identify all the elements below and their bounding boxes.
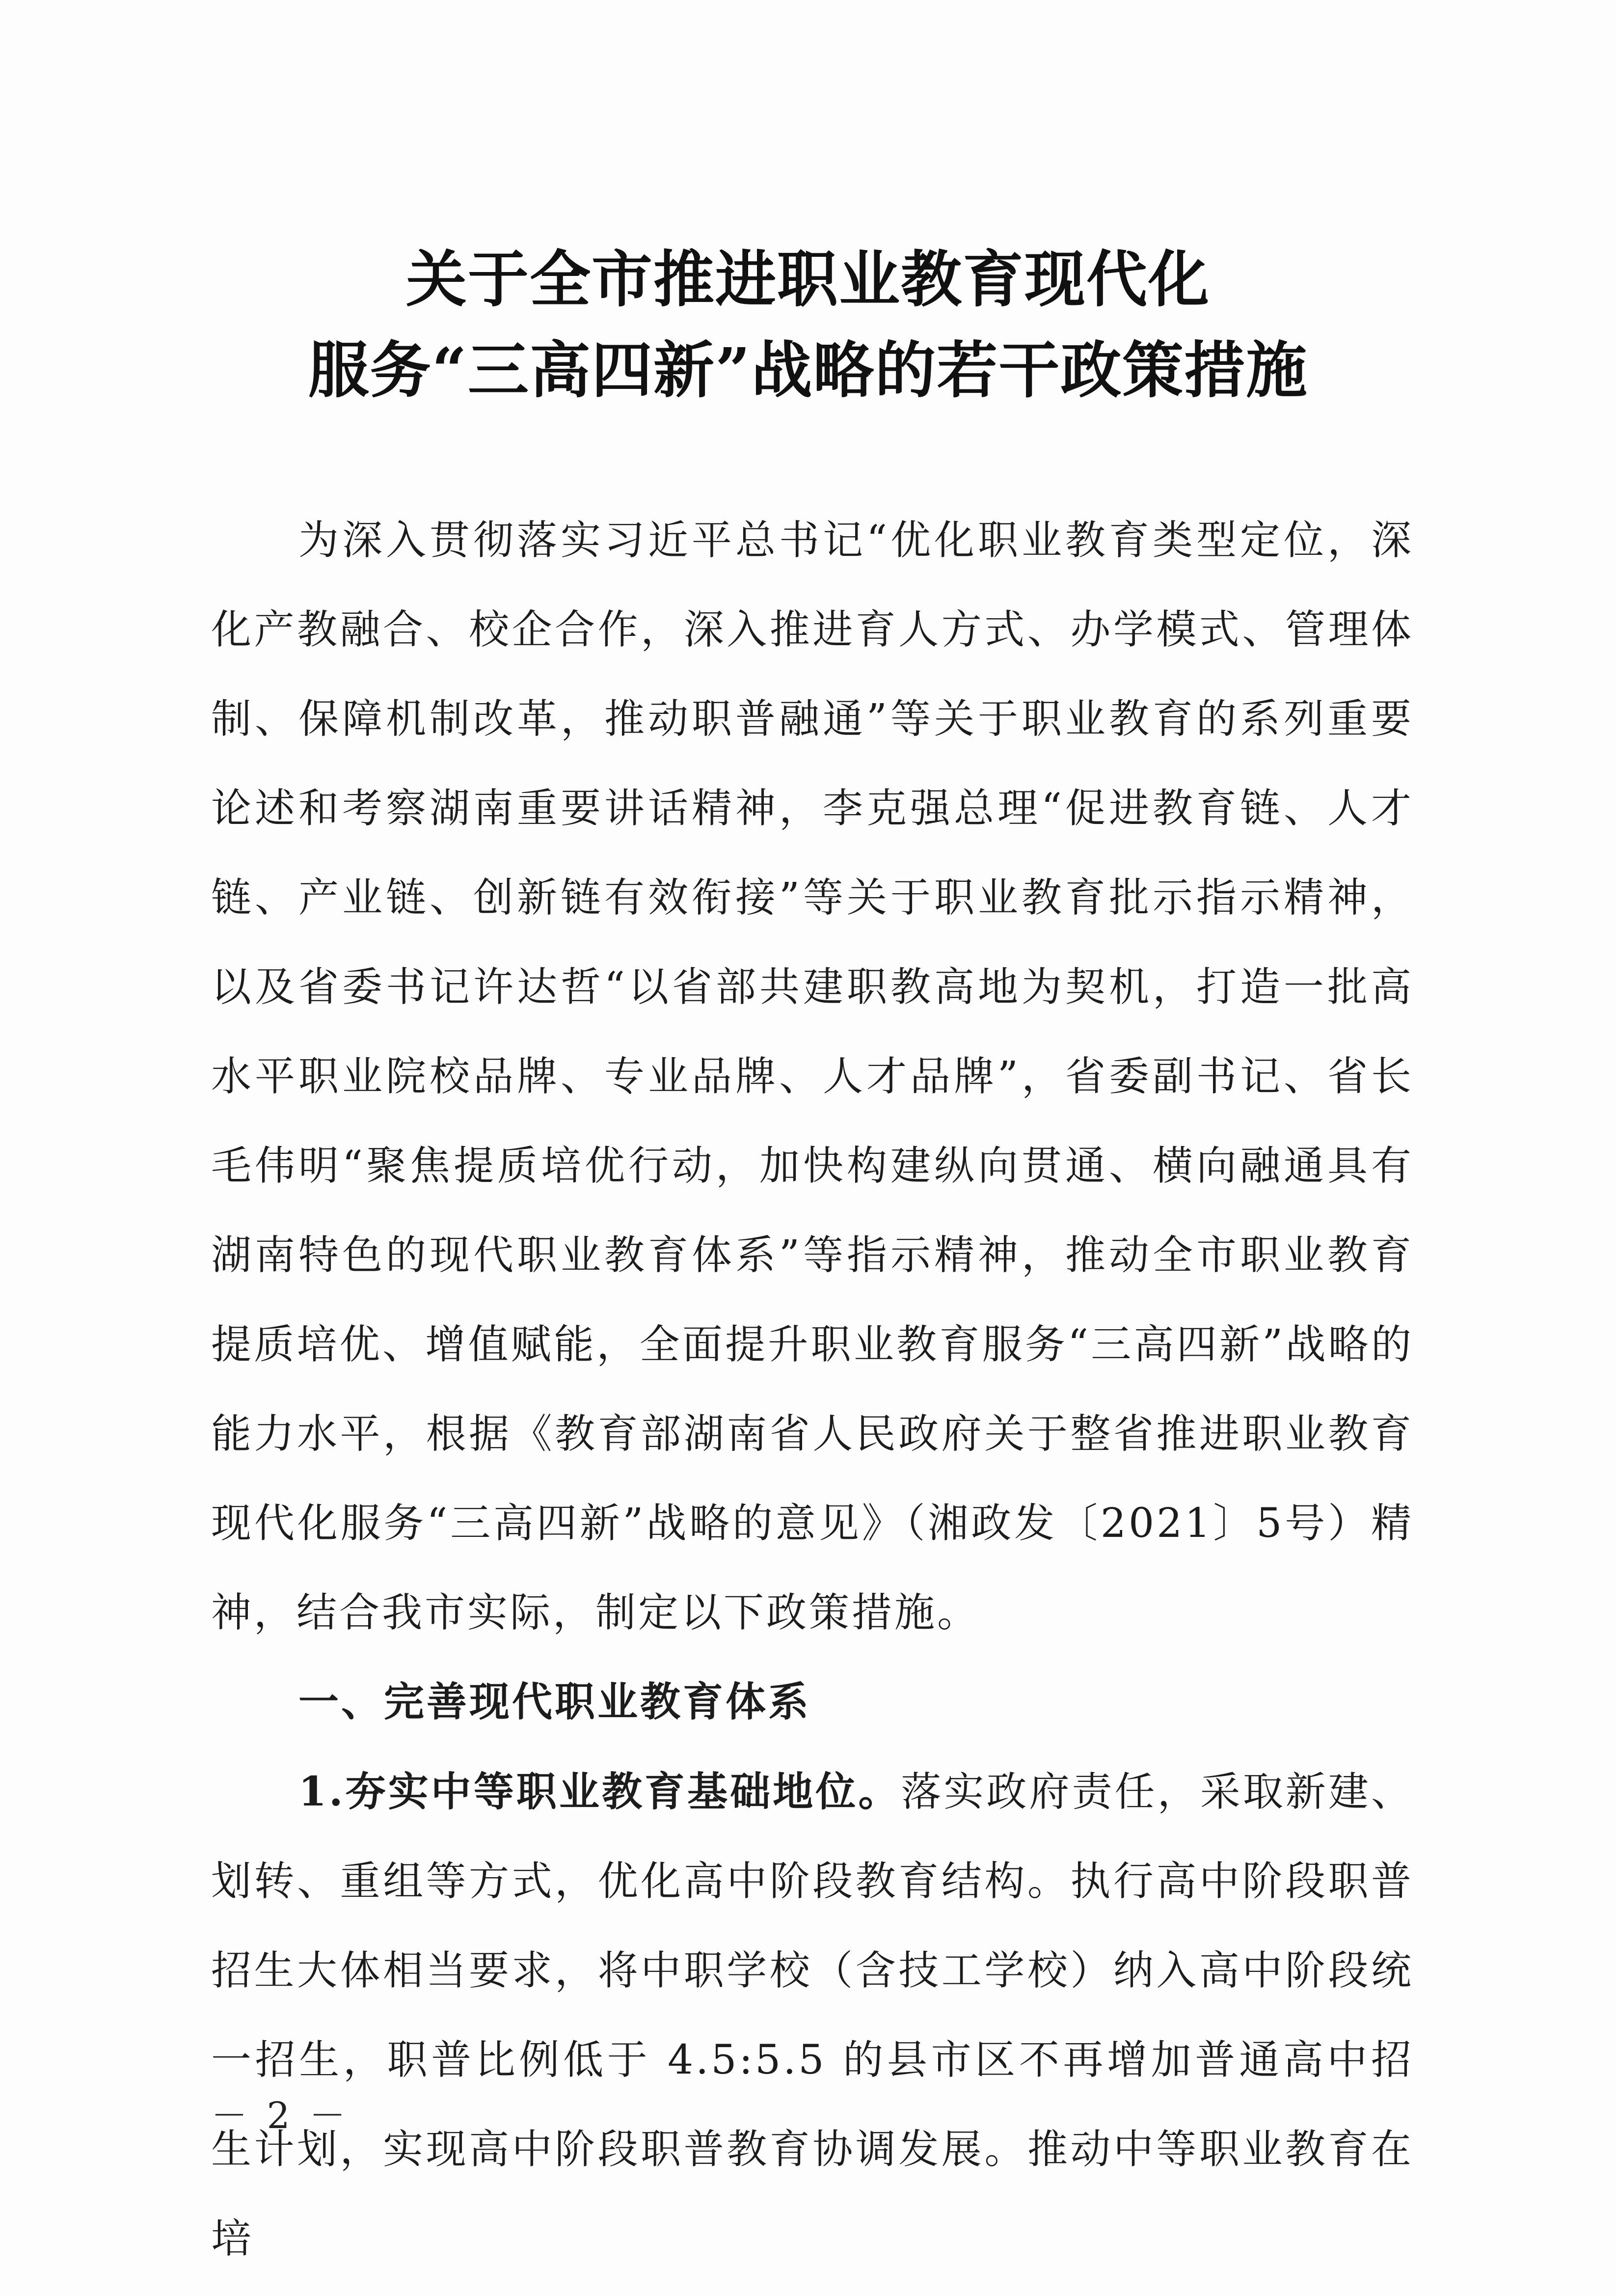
page-number: － 2 － [211,2095,350,2137]
document-body [211,496,1414,2284]
intro-paragraph: 为深入贯彻落实习近平总书记“优化职业教育类型定位，深化产教融合、校企合作，深入推进育人方式、办学模式、管理体制、保障机制改革，推动职普融通”等关于职业教育的系列重要论述和考察湖南重要讲话精神，李克强总理“促进教育链、人才链、产业链、创新链有效衔接”等关于职业教育批示指示精神，以及省委书记许达哲“以省部共建职教高地为契机，打造一批高水平职业院校品牌、专业品牌、人才品牌”，省委副书记、省长毛伟明“聚焦提质培优行动，加快构建纵向贯通、横向融通具有湖南特色的现代职业教育体系”等指示精神，推动全市职业教育提质培优、增值赋能，全面提升职业教育服务“三高四新”战略的能力水平，根据《教育部湖南省人民政府关于整省推进职业教育现代化服务“三高四新”战略的意见》（湘政发〔2021〕5号）精神，结合我市实际，制定以下政策措施。 [211,517,1414,1636]
item-1-paragraph [211,1747,1414,2284]
document-title-line-2: 服务“三高四新”战略的若干政策措施 [308,335,1308,406]
section-heading-1: 一、完善现代职业教育体系 [298,1679,811,1725]
item-1-lead: 1.夯实中等职业教育基础地位。 [298,1768,901,1815]
item-1-text: 落实政府责任，采取新建、划转、重组等方式，优化高中阶段教育结构。执行高中阶段职普招生大体相当要求，将中职学校（含技工学校）纳入高中阶段统一招生，职普比例低于 4.5:5.5 的县市区不再增加普通高中招生计划，实现高中阶段职普教育协调发展。推动中等职业教育在培 [211,1769,1414,2262]
document-title-line-1: 关于全市推进职业教育现代化 [405,244,1210,315]
